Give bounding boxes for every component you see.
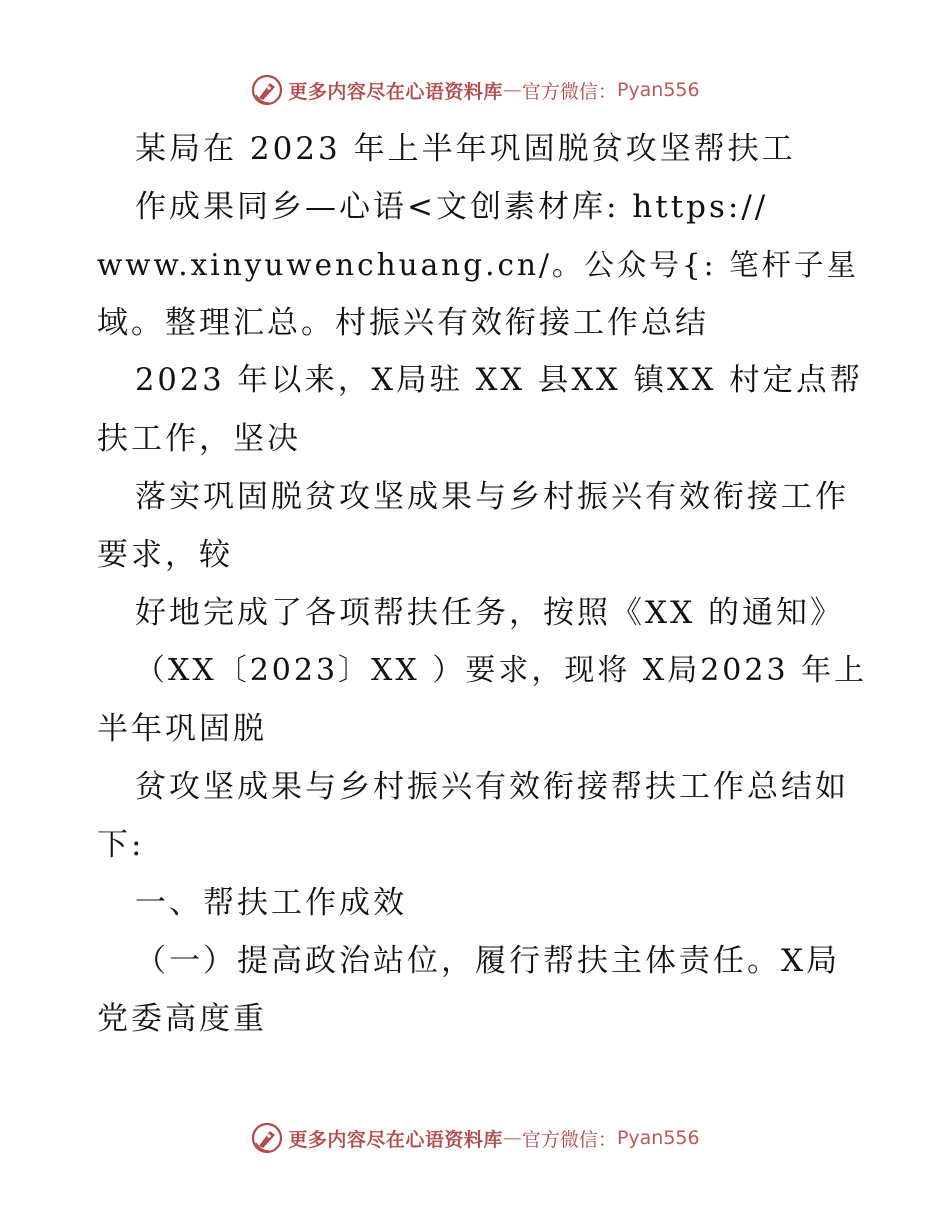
watermark-main-text: 更多内容尽在心语资料库: [288, 80, 503, 103]
pen-nib-logo-icon: [250, 1121, 284, 1155]
document-body: [97, 120, 867, 1048]
text-line: 作成果同乡—心语<文创素材库: https://: [135, 189, 769, 225]
pen-nib-logo-icon: [250, 73, 284, 107]
text-line: （XX〔2023〕XX ）要求，现将 X局2023 年上: [135, 653, 868, 688]
watermark-separator: —: [502, 1127, 522, 1149]
watermark-wechat-id: Pyan556: [616, 1127, 700, 1149]
text-line: 下:: [97, 827, 145, 863]
text-line: 扶工作，坚决: [97, 421, 301, 457]
text-line: 2023 年以来，X局驻 XX 县XX 镇XX 村定点帮: [135, 363, 864, 398]
watermark-banner-top: [0, 70, 950, 110]
watermark-wechat-label: 官方微信：: [521, 1128, 617, 1151]
section-heading: 一、帮扶工作成效: [135, 885, 407, 921]
text-line: 党委高度重: [97, 1001, 267, 1037]
text-line: 域。整理汇总。村振兴有效衔接工作总结: [97, 305, 709, 341]
watermark-wechat-id: Pyan556: [616, 79, 700, 101]
text-line: 贫攻坚成果与乡村振兴有效衔接帮扶工作总结如: [135, 769, 849, 805]
text-line: 要求，较: [97, 537, 233, 573]
watermark-separator: —: [502, 79, 522, 101]
text-line: 半年巩固脱: [97, 711, 267, 747]
watermark-wechat-label: 官方微信：: [521, 80, 617, 103]
text-line: www.xinyuwenchuang.cn/。公众号{: 笔杆子星: [97, 248, 859, 282]
text-line: 落实巩固脱贫攻坚成果与乡村振兴有效衔接工作: [135, 479, 849, 515]
watermark-banner-bottom: [0, 1118, 950, 1158]
text-line: 好地完成了各项帮扶任务，按照《XX 的通知》: [135, 595, 844, 631]
text-line: （一）提高政治站位，履行帮扶主体责任。X局: [135, 943, 841, 979]
text-line: 某局在 2023 年上半年巩固脱贫攻坚帮扶工: [135, 131, 796, 167]
watermark-main-text: 更多内容尽在心语资料库: [288, 1128, 503, 1151]
